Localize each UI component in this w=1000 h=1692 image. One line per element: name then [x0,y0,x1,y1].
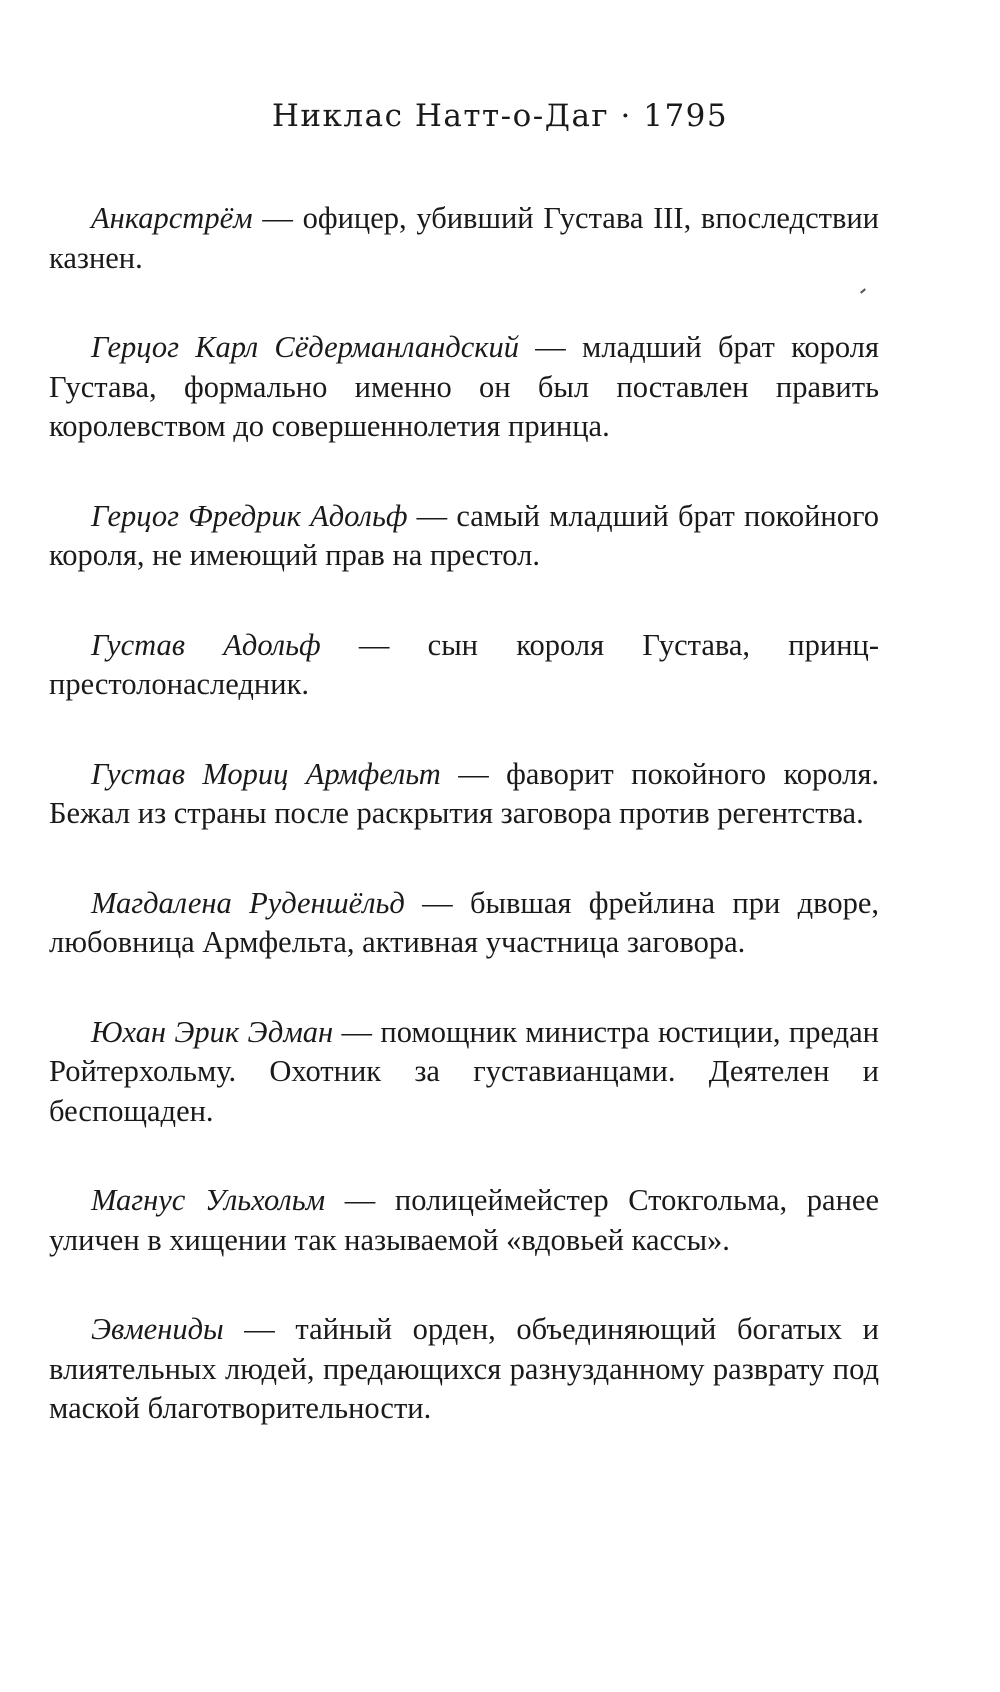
character-entry [49,1310,879,1429]
character-list [49,199,879,1479]
character-entry [49,497,879,576]
character-entry [49,199,879,278]
character-name: Густав Адольф [91,627,321,662]
character-name: Магдалена Руденшёльд [91,885,405,920]
character-description: — сын короля Густава, принц-престолонаследник. [49,627,879,701]
character-name: Густав Мориц Армфельт [91,756,441,791]
character-name: Магнус Ульхольм [91,1183,326,1217]
character-description: — самый младший брат покойного короля, не имеющий прав на престол. [49,498,879,572]
character-description: — полицеймейстер Стокгольма, ранее уличен в хищении так называемой «вдовьей кассы». [49,1183,879,1257]
character-name: Эвмениды [91,1312,224,1346]
character-entry [49,1013,879,1132]
character-description: — бывшая фрейлина при дворе, любовница Армфельта, активная участница заговора. [49,885,879,959]
running-head: Никлас Натт-о-Даг · 1795 [271,98,729,134]
character-description: — тайный орден, объединяющий богатых и влиятельных людей, предающихся разнузданному разврату под маской благотворительности. [49,1312,879,1425]
character-name: Герцог Карл Сёдерманландский [91,330,520,364]
character-description: — младший брат короля Густава, формально именно он был поставлен править королевством до совершеннолетия принца. [49,330,879,443]
character-entry [49,626,879,705]
character-name: Юхан Эрик Эдман [91,1014,334,1049]
character-name: Анкарстрём [91,201,253,235]
character-entry [49,1181,879,1260]
character-entry [49,328,879,447]
character-name: Герцог Фредрик Адольф [91,498,408,533]
character-description: — помощник министра юстиции, предан Ройтерхольму. Охотник за густавианцами. Деятелен и беспощаден. [49,1014,879,1128]
character-description: — фаворит покойного короля. Бежал из страны после раскрытия заговора против регентства. [49,756,880,830]
character-entry [49,884,879,963]
character-entry [49,755,879,834]
character-description: — офицер, убивший Густава III, впоследствии казнен. [49,201,879,275]
